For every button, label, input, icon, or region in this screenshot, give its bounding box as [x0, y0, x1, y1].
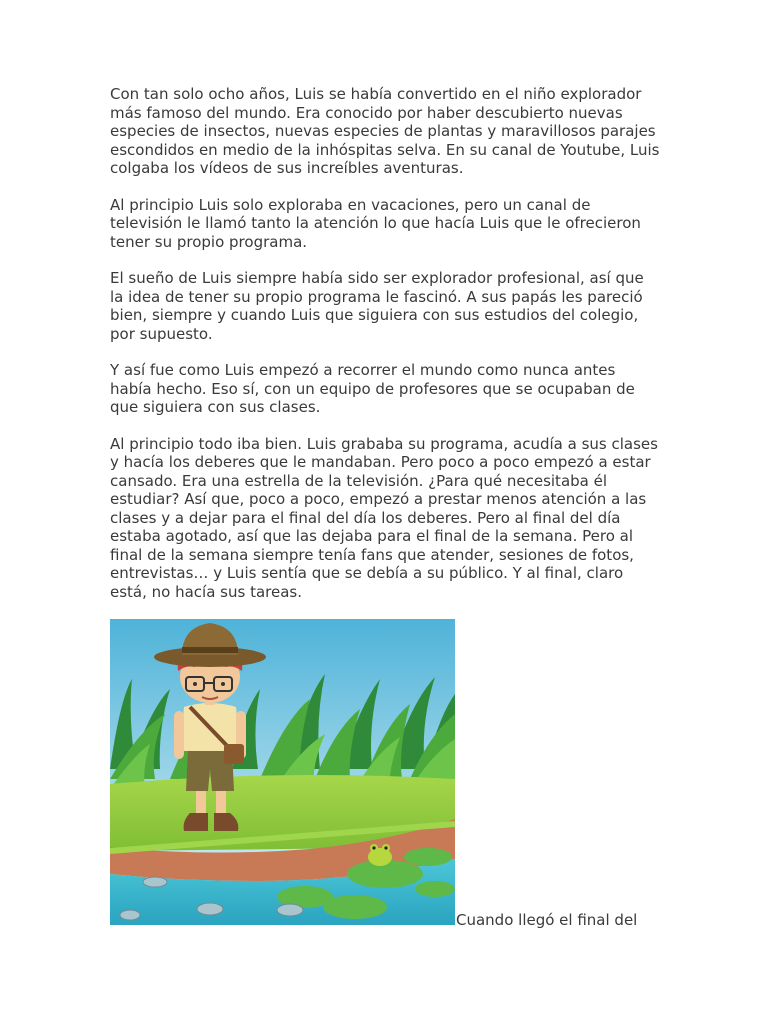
paragraph-3: El sueño de Luis siempre había sido ser explorador profesional, así que la idea de tener su propio programa le fascinó. A sus papás les pareció bien, siempre y cuando Luis que siguiera con sus estudios del colegio, por supuesto.: [110, 269, 644, 343]
story-text: [110, 85, 660, 619]
trailing-text: Cuando llegó el final del: [456, 911, 638, 929]
explorer-boy-illustration: [110, 619, 455, 925]
paragraph-2: Al principio Luis solo exploraba en vacaciones, pero un canal de televisión le llamó tanto la atención lo que hacía Luis que le ofrecieron tener su propio programa.: [110, 195, 641, 251]
figure-row: [110, 619, 670, 929]
paragraph-5: Al principio todo iba bien. Luis grababa su programa, acudía a sus clases y hacía los deberes que le mandaban. Pero poco a poco empezó a estar cansado. Era una estrella de la televisión. ¿Para qué necesitaba él estudiar? Así que, poco a poco, empezó a prestar menos atención a las clases y a dejar para el final del día los deberes. Pero al final del día estaba agotado, así que las dejaba para el final de la semana. Pero al final de la semana siempre tenía fans que atender, sesiones de fotos, entrevistas… y Luis sentía que se debía a su público. Y al final, claro está, no hacía sus tareas.: [110, 434, 658, 601]
paragraph-4: Y así fue como Luis empezó a recorrer el mundo como nunca antes había hecho. Eso sí, con un equipo de profesores que se ocupaban de que siguiera con sus clases.: [110, 361, 635, 416]
paragraph-1: Con tan solo ocho años, Luis se había convertido en el niño explorador más famoso del mundo. Era conocido por haber descubierto nuevas especies de insectos, nuevas especies de plantas y maravillosos parajes escondidos en medio de la inhóspitas selva. En su canal de Youtube, Luis colgaba los vídeos de sus increíbles aventuras.: [110, 85, 660, 177]
